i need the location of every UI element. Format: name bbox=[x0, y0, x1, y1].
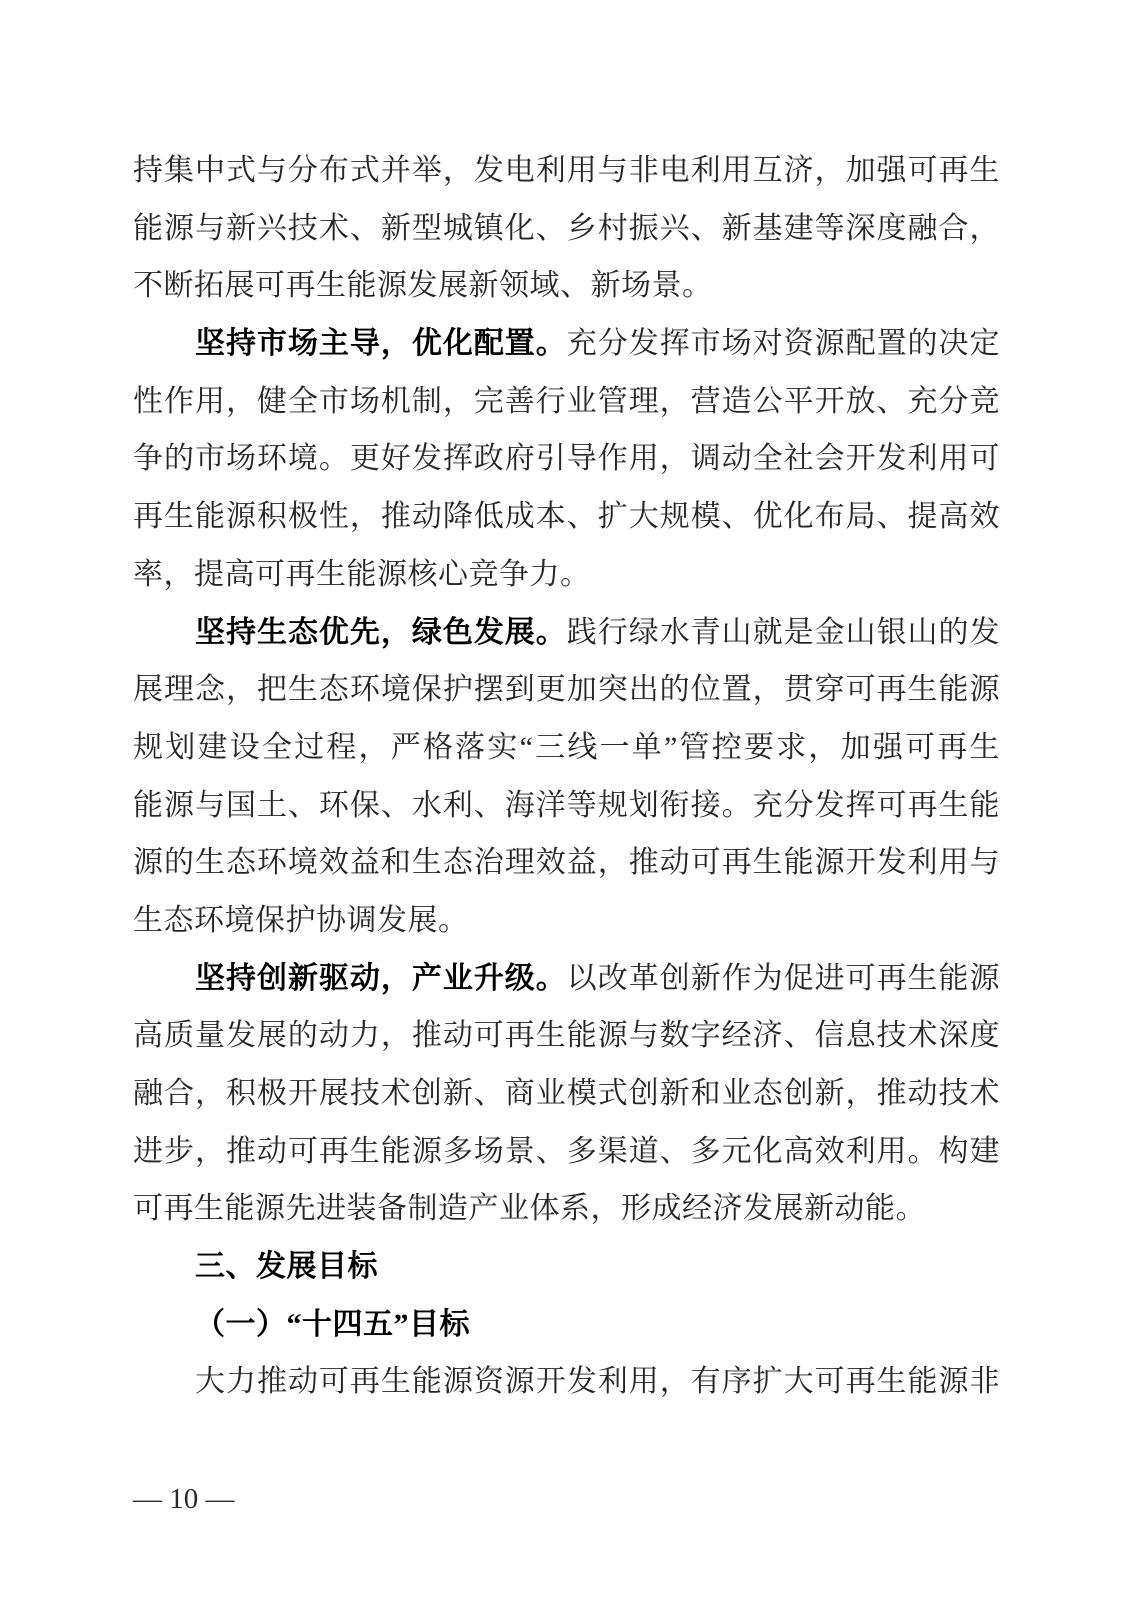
page-footer bbox=[133, 1482, 235, 1516]
paragraph-line: 进步，推动可再生能源多场景、多渠道、多元化高效利用。构建 bbox=[133, 1134, 1000, 1168]
subsection-heading: （一）“十四五”目标 bbox=[195, 1307, 470, 1341]
paragraph-line bbox=[133, 315, 1000, 373]
paragraph-line-text: 以改革创新作为促进可再生能源 bbox=[566, 961, 1001, 995]
paragraph-line: 源的生态环境效益和生态治理效益，推动可再生能源开发利用与 bbox=[133, 846, 1000, 880]
paragraph-line bbox=[133, 950, 1000, 1008]
section-heading: 三、发展目标 bbox=[195, 1250, 378, 1284]
paragraph-line: 不断拓展可再生能源发展新领域、新场景。 bbox=[133, 269, 713, 303]
paragraph-line: 生态环境保护协调发展。 bbox=[133, 903, 469, 937]
paragraph-line: 能源与新兴技术、新型城镇化、乡村振兴、新基建等深度融合， bbox=[133, 211, 1000, 245]
paragraph-line: 规划建设全过程，严格落实“三线一单”管控要求，加强可再生 bbox=[133, 730, 1000, 764]
paragraph-line-text: 充分发挥市场对资源配置的决定 bbox=[566, 327, 1001, 361]
paragraph-line: 率，提高可再生能源核心竞争力。 bbox=[133, 557, 591, 591]
paragraph-line-text: 践行绿水青山就是金山银山的发 bbox=[566, 615, 1001, 649]
paragraph-line: 再生能源积极性，推动降低成本、扩大规模、优化布局、提高效 bbox=[133, 500, 1000, 534]
paragraph-line: 融合，积极开展技术创新、商业模式创新和业态创新，推动技术 bbox=[133, 1077, 1000, 1110]
paragraph-line: 持集中式与分布式并举，发电利用与非电利用互济，加强可再生 bbox=[133, 154, 1000, 187]
paragraph-line: 大力推动可再生能源资源开发利用，有序扩大可再生能源非 bbox=[195, 1365, 1000, 1399]
paragraph-line: 可再生能源先进装备制造产业体系，形成经济发展新动能。 bbox=[133, 1192, 926, 1226]
paragraph-lead-bold: 坚持生态优先，绿色发展。 bbox=[195, 615, 567, 649]
paragraph-line: 性作用，健全市场机制，完善行业管理，营造公平开放、充分竞 bbox=[133, 384, 1000, 418]
paragraph-line: 能源与国土、环保、水利、海洋等规划衔接。充分发挥可再生能 bbox=[133, 788, 1000, 822]
page-number: — 10 — bbox=[133, 1483, 235, 1515]
paragraph-line: 展理念，把生态环境保护摆到更加突出的位置，贯穿可再生能源 bbox=[133, 673, 1000, 707]
paragraph-line: 争的市场环境。更好发挥政府引导作用，调动全社会开发利用可 bbox=[133, 442, 1000, 476]
paragraph-lead-bold: 坚持市场主导，优化配置。 bbox=[195, 327, 567, 361]
paragraph-line bbox=[133, 604, 1000, 662]
paragraph-line: 高质量发展的动力，推动可再生能源与数字经济、信息技术深度 bbox=[133, 1019, 1000, 1053]
document-body bbox=[133, 142, 1000, 1411]
paragraph-lead-bold: 坚持创新驱动，产业升级。 bbox=[195, 961, 567, 995]
